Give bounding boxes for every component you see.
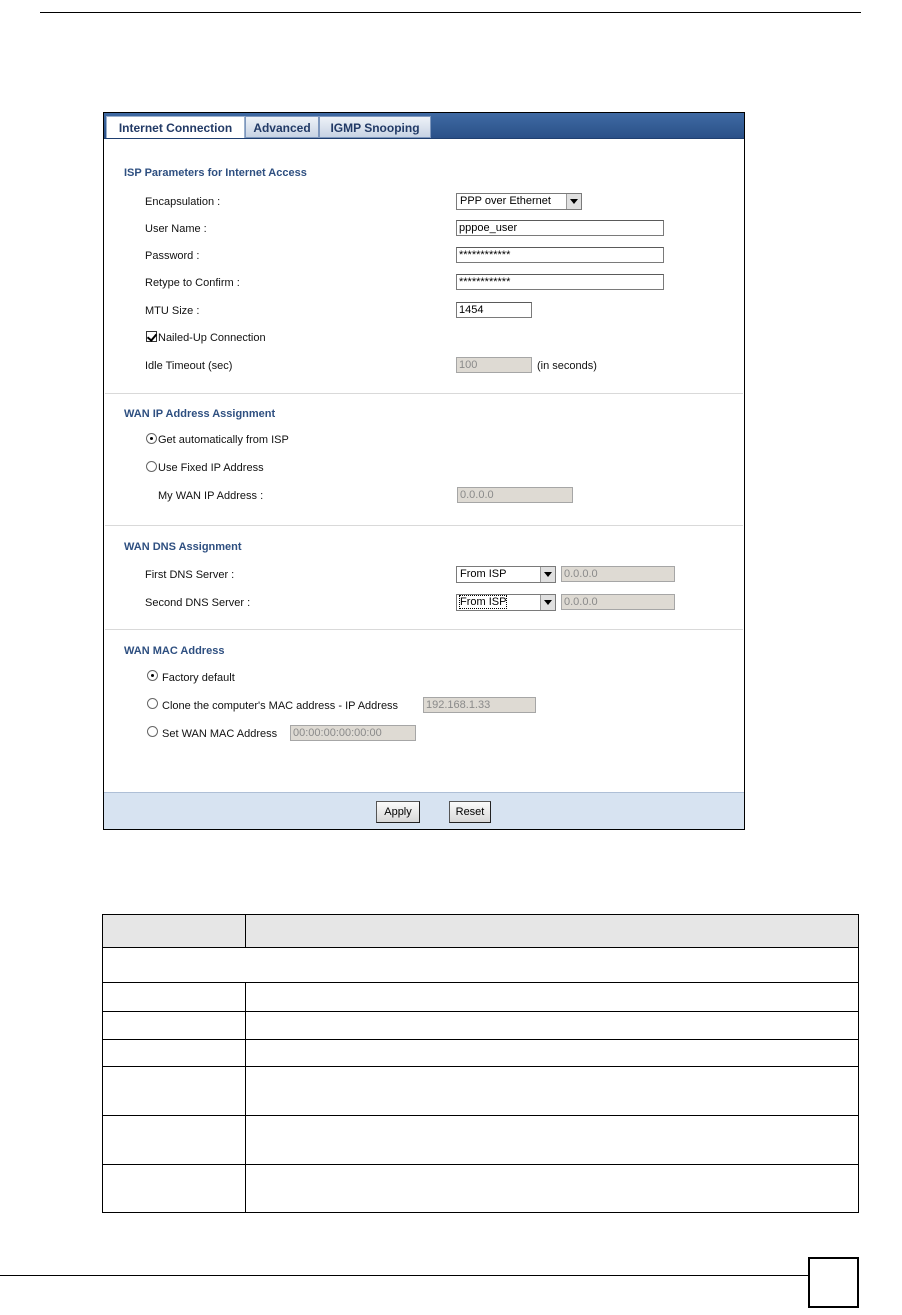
- reset-button[interactable]: Reset: [449, 801, 491, 823]
- my-wan-ip-label: My WAN IP Address :: [158, 490, 264, 502]
- idle-timeout-unit: (in seconds): [537, 360, 597, 372]
- mtu-label: MTU Size :: [145, 305, 200, 317]
- set-wan-mac-radio[interactable]: [147, 726, 158, 737]
- password-input[interactable]: ************: [456, 247, 664, 263]
- table-header-cell: [103, 915, 246, 948]
- second-dns-label: Second DNS Server :: [145, 597, 251, 609]
- first-dns-select[interactable]: [456, 566, 556, 583]
- first-dns-mode: From ISP: [460, 568, 507, 580]
- field-description-table: [102, 914, 859, 1213]
- username-label: User Name :: [145, 223, 207, 235]
- internet-connection-panel: [103, 112, 745, 830]
- get-automatically-label: Get automatically from ISP: [158, 434, 289, 446]
- tab-igmp-snooping[interactable]: IGMP Snooping: [319, 116, 431, 138]
- password-label: Password :: [145, 250, 200, 262]
- encapsulation-label: Encapsulation :: [145, 196, 221, 208]
- wan-ip-section-title: WAN IP Address Assignment: [124, 408, 276, 420]
- table-header-cell: [246, 915, 859, 948]
- encapsulation-select[interactable]: [456, 193, 582, 210]
- section-divider: [105, 629, 743, 630]
- factory-default-label: Factory default: [162, 672, 235, 684]
- section-divider: [105, 393, 743, 394]
- wan-dns-section-title: WAN DNS Assignment: [124, 541, 242, 553]
- page-footer-rule: [0, 1275, 808, 1276]
- table-row: [103, 1165, 859, 1213]
- clone-mac-radio[interactable]: [147, 698, 158, 709]
- table-cell: [103, 1012, 246, 1040]
- table-cell: [246, 1012, 859, 1040]
- apply-button[interactable]: Apply: [376, 801, 420, 823]
- chevron-down-icon: [540, 595, 555, 610]
- second-dns-ip-input[interactable]: 0.0.0.0: [561, 594, 675, 610]
- table-cell: [246, 1165, 859, 1213]
- page-number-box: [808, 1257, 859, 1308]
- table-header-row: [103, 915, 859, 948]
- table-row: [103, 983, 859, 1012]
- chevron-down-icon: [540, 567, 555, 582]
- clone-mac-ip-input[interactable]: 192.168.1.33: [423, 697, 536, 713]
- table-cell: [246, 1040, 859, 1067]
- first-dns-ip-input[interactable]: 0.0.0.0: [561, 566, 675, 582]
- second-dns-mode: From ISP: [460, 596, 507, 608]
- retype-password-input[interactable]: ************: [456, 274, 664, 290]
- set-wan-mac-label: Set WAN MAC Address: [162, 728, 278, 740]
- table-row: [103, 1040, 859, 1067]
- set-wan-mac-input[interactable]: 00:00:00:00:00:00: [290, 725, 416, 741]
- table-cell: [103, 1116, 246, 1165]
- tab-advanced[interactable]: Advanced: [245, 116, 319, 138]
- tab-bar: [104, 113, 744, 139]
- encapsulation-value: PPP over Ethernet: [460, 195, 551, 207]
- retype-label: Retype to Confirm :: [145, 277, 240, 289]
- mtu-input[interactable]: 1454: [456, 302, 532, 318]
- page-header-rule: [40, 12, 861, 13]
- table-cell: [246, 1067, 859, 1116]
- table-cell: [103, 1165, 246, 1213]
- use-fixed-ip-label: Use Fixed IP Address: [158, 462, 264, 474]
- get-automatically-radio[interactable]: [146, 433, 157, 444]
- table-row: [103, 1012, 859, 1040]
- use-fixed-ip-radio[interactable]: [146, 461, 157, 472]
- section-divider: [105, 525, 743, 526]
- table-cell: [103, 983, 246, 1012]
- isp-section-title: ISP Parameters for Internet Access: [124, 167, 307, 179]
- table-row: [103, 1067, 859, 1116]
- table-row: [103, 1116, 859, 1165]
- table-cell: [246, 1116, 859, 1165]
- table-row: [103, 948, 859, 983]
- clone-mac-label: Clone the computer's MAC address - IP Address: [162, 700, 399, 712]
- table-cell: [103, 1040, 246, 1067]
- button-bar: [104, 792, 744, 830]
- wan-mac-section-title: WAN MAC Address: [124, 645, 225, 657]
- factory-default-radio[interactable]: [147, 670, 158, 681]
- idle-timeout-label: Idle Timeout (sec): [145, 360, 233, 372]
- second-dns-select[interactable]: [456, 594, 556, 611]
- first-dns-label: First DNS Server :: [145, 569, 235, 581]
- nailed-up-checkbox[interactable]: [146, 331, 157, 342]
- idle-timeout-input[interactable]: 100: [456, 357, 532, 373]
- table-cell: [246, 983, 859, 1012]
- username-input[interactable]: pppoe_user: [456, 220, 664, 236]
- table-cell: [103, 1067, 246, 1116]
- my-wan-ip-input[interactable]: 0.0.0.0: [457, 487, 573, 503]
- nailed-up-label: Nailed-Up Connection: [158, 332, 266, 344]
- chevron-down-icon: [566, 194, 581, 209]
- table-cell: [103, 948, 859, 983]
- tab-internet-connection[interactable]: Internet Connection: [106, 116, 245, 138]
